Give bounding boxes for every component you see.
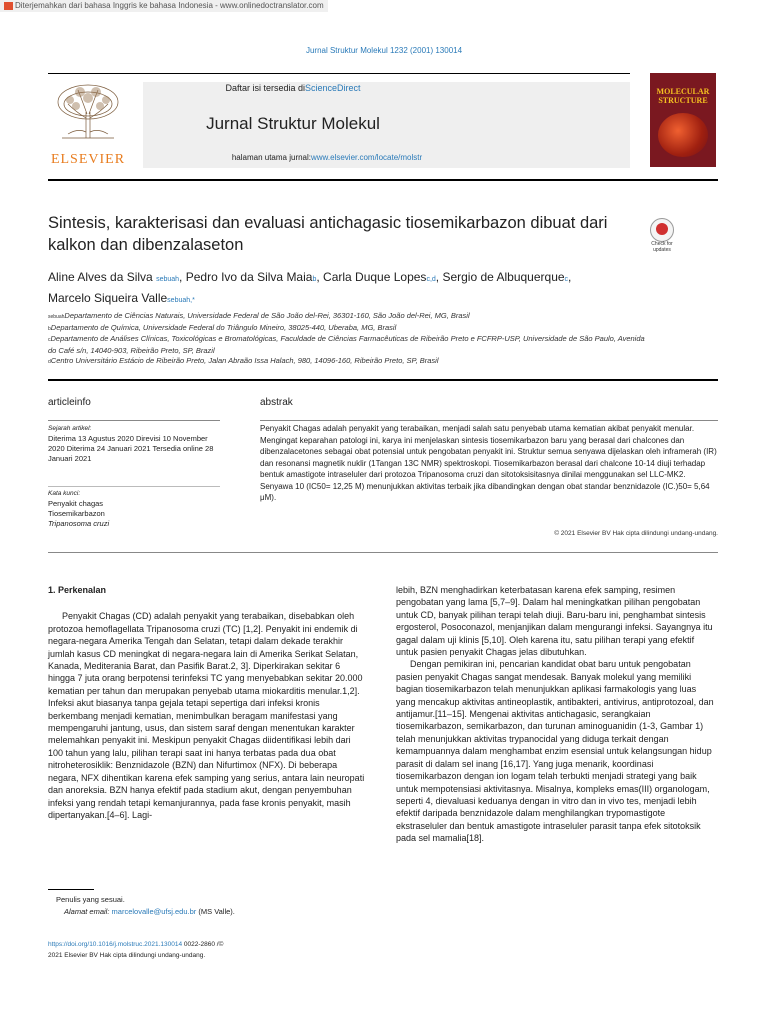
history-label: Sejarah artikel: [48, 425, 92, 432]
issn: 0022-2860 /© [183, 941, 224, 948]
header-top-rule [48, 73, 630, 74]
keyword-item: Tiosemikarbazon [48, 509, 105, 518]
author-list [48, 268, 608, 310]
abstract-text: Penyakit Chagas adalah penyakit yang terabaikan, menjadi salah satu penyebab utama kematian akibat penyakit menular. Mengingat keparahan patologi ini, karya ini menjelaskan sintesis tiosemikarbazon baru yang berasal dari chalcones dan dibenzalacetones sebagai obat potensial untuk pengobatan penyakit ini. Struktur semua senyawa dijelaskan oleh inframerah (IR) dan resonansi magnetik nuklir (1Tangan 13C NMR) spektroskopi. Tiosemikarbazon berasal dari chalcone 10-14 diuji terhadap bentuk amastigote intraseluler dari protozoa Tripanosoma cruzi dan sitotoksisitasnya dinilai menggunakan sel LLC-MK2. Senyawa 10 (IC50= 12,25 M) menunjukkan aktivitas terbaik jika dibandingkan dengan obat standar benznidazole (IC.)50= 5,64 μM). [260, 424, 717, 502]
cover-molecule-graphic [658, 113, 708, 157]
affiliation-item [48, 323, 648, 335]
journal-title: Jurnal Struktur Molekul [206, 114, 380, 133]
article-title: Sintesis, karakterisasi dan evaluasi antichagasic tiosemikarbazon dibuat dari kalkon dan dibenzalaseton [48, 214, 608, 254]
email-label: Alamat email: [64, 906, 110, 916]
author-name: , Sergio de Albuquerque [435, 270, 565, 284]
homepage-prefix: halaman utama jurnal: [231, 153, 311, 162]
doi-copyright: 2021 Elsevier BV Hak cipta dilindungi undang-undang. [48, 951, 206, 959]
updates-label: Check for updates [651, 241, 673, 253]
affiliation-item [48, 356, 648, 368]
doi-block [48, 940, 378, 961]
affiliation-mark: d [48, 359, 51, 365]
article-info-heading: articleinfo [48, 397, 91, 408]
author-affiliation-mark[interactable]: sebuah,* [167, 297, 195, 304]
affiliation-text: Centro Universitário Estácio de Ribeirão Preto, Jalan Abraão Issa Halach, 980, 14096-160, Ribeirão Preto, SP, Brasil [50, 356, 439, 365]
body-paragraph: Penyakit Chagas (CD) adalah penyakit yang terabaikan, disebabkan oleh protozoa hemoflagellata Tripanosoma cruzi (TC) [1,2]. Penyakit ini endemik di negara-negara Amerika Tengah dan Selatan, tetapi dalam dekade terakhir jumlah kasus CD meningkat di negara-negara lain di Amerika Serikat Selatan, Kanada, Mediterania Barat, dan Pasifik Barat.2, 3]. Diperkirakan sekitar 6 hingga 7 juta orang berpotensi terinfeksi TC yang menyebabkan sekitar 20.000 kematian per tahun dan merupakan penyebab utama miokarditis menular.1,2]. Infeksi akut biasanya tanpa gejala tetapi sepertiga dari infeksi kronis berkembang menjadi kematian, menimbulkan beragam manifestasi yang mempengaruhi jantung, usus, dan sistem saraf dengan menentukan karakter melemahkan penyakit ini. Meskipun penyakit Chagas diidentifikasi lebih dari 100 tahun yang lalu, pilihan terapi saat ini hanya terbatas pada dua obat nitroheterosiklik: Benznidazole (BZN) dan Nifurtimox (NFX). Di beberapa negara, NFX dihentikan karena efek samping yang serius, antara lain neuropati dan anoreksia. BZN hanya efektif pada stadium akut, dengan penyembuhan infeksi yang rendah tetapi kemanjurannya, pada fase kronis penyakit, masih dipertanyakan.[4–6]. Lagi- [48, 611, 365, 820]
cover-title: MOLECULAR STRUCTURE [656, 87, 710, 105]
translation-banner-text: Diterjemahkan dari bahasa Inggris ke bahasa Indonesia - www.onlinedoctranslator.com [15, 1, 324, 10]
affiliation-text: Departamento de Ciências Naturais, Universidade Federal de São João del-Rei, 36301-160, São João del-Rei, MG, Brasil [64, 311, 470, 320]
affiliation-text: Departamento de Análises Clínicas, Toxicológicas e Bromatológicas, Faculdade de Ciências Farmacêuticas de Ribeirão Preto e FCFRP-USP, Universidade de São Paulo, Avenida do Café s/n, 14040-903, Ribeirão Preto, SP, Brazil [48, 334, 645, 355]
sciencedirect-link[interactable]: ScienceDirect [305, 83, 361, 93]
contents-available [143, 83, 443, 93]
check-for-updates-badge[interactable] [644, 218, 680, 254]
doi-link[interactable]: https://doi.org/10.1016/j.molstruc.2021.130014 [48, 941, 183, 948]
elsevier-tree-logo [48, 82, 128, 140]
affiliation-text: Departamento de Química, Universidade Federal do Triângulo Mineiro, 38025-440, Uberaba, MG, Brasil [50, 322, 397, 332]
journal-cover-image [650, 73, 716, 167]
affiliation-item [48, 311, 648, 323]
affiliation-mark: b [48, 325, 51, 332]
translation-banner [0, 0, 328, 12]
keywords-label: Kata kunci: [48, 490, 81, 497]
keyword-item: Tripanosoma cruzi [48, 519, 110, 528]
affiliation-item [48, 334, 648, 356]
body-rule [48, 552, 718, 553]
author-name: Aline Alves da Silva [48, 270, 153, 284]
body-paragraph: lebih, BZN menghadirkan keterbatasan karena efek samping, resimen pengobatan yang lama [5,7–9]. Dalam hal meningkatkan pilihan pengobatan untuk CD, banyak pilihan terapi telah diuji. Baru-baru ini, penghambat sintesis ergosterol, Posoconazol, menjanjikan dalam mengurangi infeksi. Sayangnya itu gagal dalam uji klinis [5,10]. Oleh karena itu, satu pilihan terapi yang efektif untuk pasien penyakit Chagas jelas dibutuhkan. [396, 585, 713, 658]
author-affiliation-mark[interactable]: c,d [426, 276, 436, 283]
keywords-rule [48, 486, 220, 487]
affiliation-mark: sebuah [48, 314, 65, 320]
affiliation-list [48, 311, 648, 368]
footnote-rule [48, 889, 94, 890]
section-rule [48, 379, 718, 381]
author-affiliation-mark[interactable]: c [564, 276, 569, 283]
corresponding-author-note: Penulis yang sesuai. [56, 895, 125, 904]
keyword-item: Penyakit chagas [48, 499, 104, 508]
body-column-right [396, 584, 718, 845]
email-suffix: (MS Valle). [198, 906, 235, 916]
article-history [48, 424, 220, 464]
affiliation-mark: c [48, 337, 51, 343]
section-heading: 1. Perkenalan [48, 585, 107, 595]
body-paragraph: Dengan pemikiran ini, pencarian kandidat obat baru untuk pengobatan pasien penyakit Chagas sangat mendesak. Banyak molekul yang memiliki bagian tiosemikarbazon telah menunjukkan aplikasi farmakologis yang luas yang mencakup aktivitas antineoplastik, antibakteri, antivirus, antiprotozoal, dan antijamur.[11–15]. Mengenai aktivitas antichagasic, serangkaian tiosemikarbazon, semikarbazon, dan turunan aminoguanidin (1-3, Gambar 1) telah menunjukkan aktivitas trypanocidal yang diduga terkait dengan kemampuannya dalam menghambat enzim esensial untuk kelangsungan hidup parasit di dalam sel inang [16,17]. Yang juga menarik, koordinasi tiosemikarbazon dengan ion logam telah terbukti menjadi strategi yang baik untuk mempotensiasi aktivitasnya. Misalnya, kompleks emas(III) organologam, seperti 4, dievaluasi keduanya dengan in vitro dan in vivo tes, menjadi lebih efektif daripada benznidazole dalam menghilangkan trypomastigote ekstraseluler dan bentuk amastigote intraseluler parasit tanpa efek sitotoksik pada sel mamalia[18]. [396, 659, 714, 844]
abstract-rule [260, 420, 718, 421]
body-column-left [48, 584, 368, 821]
elsevier-wordmark: ELSEVIER [50, 152, 126, 167]
updates-icon [650, 218, 674, 242]
document-icon [4, 2, 13, 10]
homepage-link[interactable]: www.elsevier.com/locate/molstr [311, 153, 423, 162]
history-text: Diterima 13 Agustus 2020 Direvisi 10 November 2020 Diterima 24 Januari 2021 Tersedia online 28 Januari 2021 [48, 434, 214, 463]
journal-reference[interactable]: Jurnal Struktur Molekul 1232 (2001) 130014 [305, 46, 463, 55]
author-affiliation-mark[interactable]: sebuah [156, 276, 180, 283]
keywords [48, 489, 220, 529]
author-name: , Carla Duque Lopes [316, 270, 427, 284]
footnote [48, 894, 378, 917]
abstract-heading: abstrak [260, 397, 293, 408]
abstract-copyright: © 2021 Elsevier BV Hak cipta dilindungi undang-undang. [554, 530, 718, 537]
author-affiliation-mark[interactable]: b [312, 276, 317, 283]
header-bottom-rule [48, 179, 718, 181]
article-info-rule [48, 420, 220, 421]
journal-homepage [143, 153, 511, 162]
available-prefix: Daftar isi tersedia di [225, 83, 305, 93]
email-link[interactable]: marcelovalle@ufsj.edu.br [111, 906, 197, 916]
author-name: , Marcelo Siqueira Valle [48, 270, 572, 305]
author-name: , Pedro Ivo da Silva Maia [179, 270, 313, 284]
